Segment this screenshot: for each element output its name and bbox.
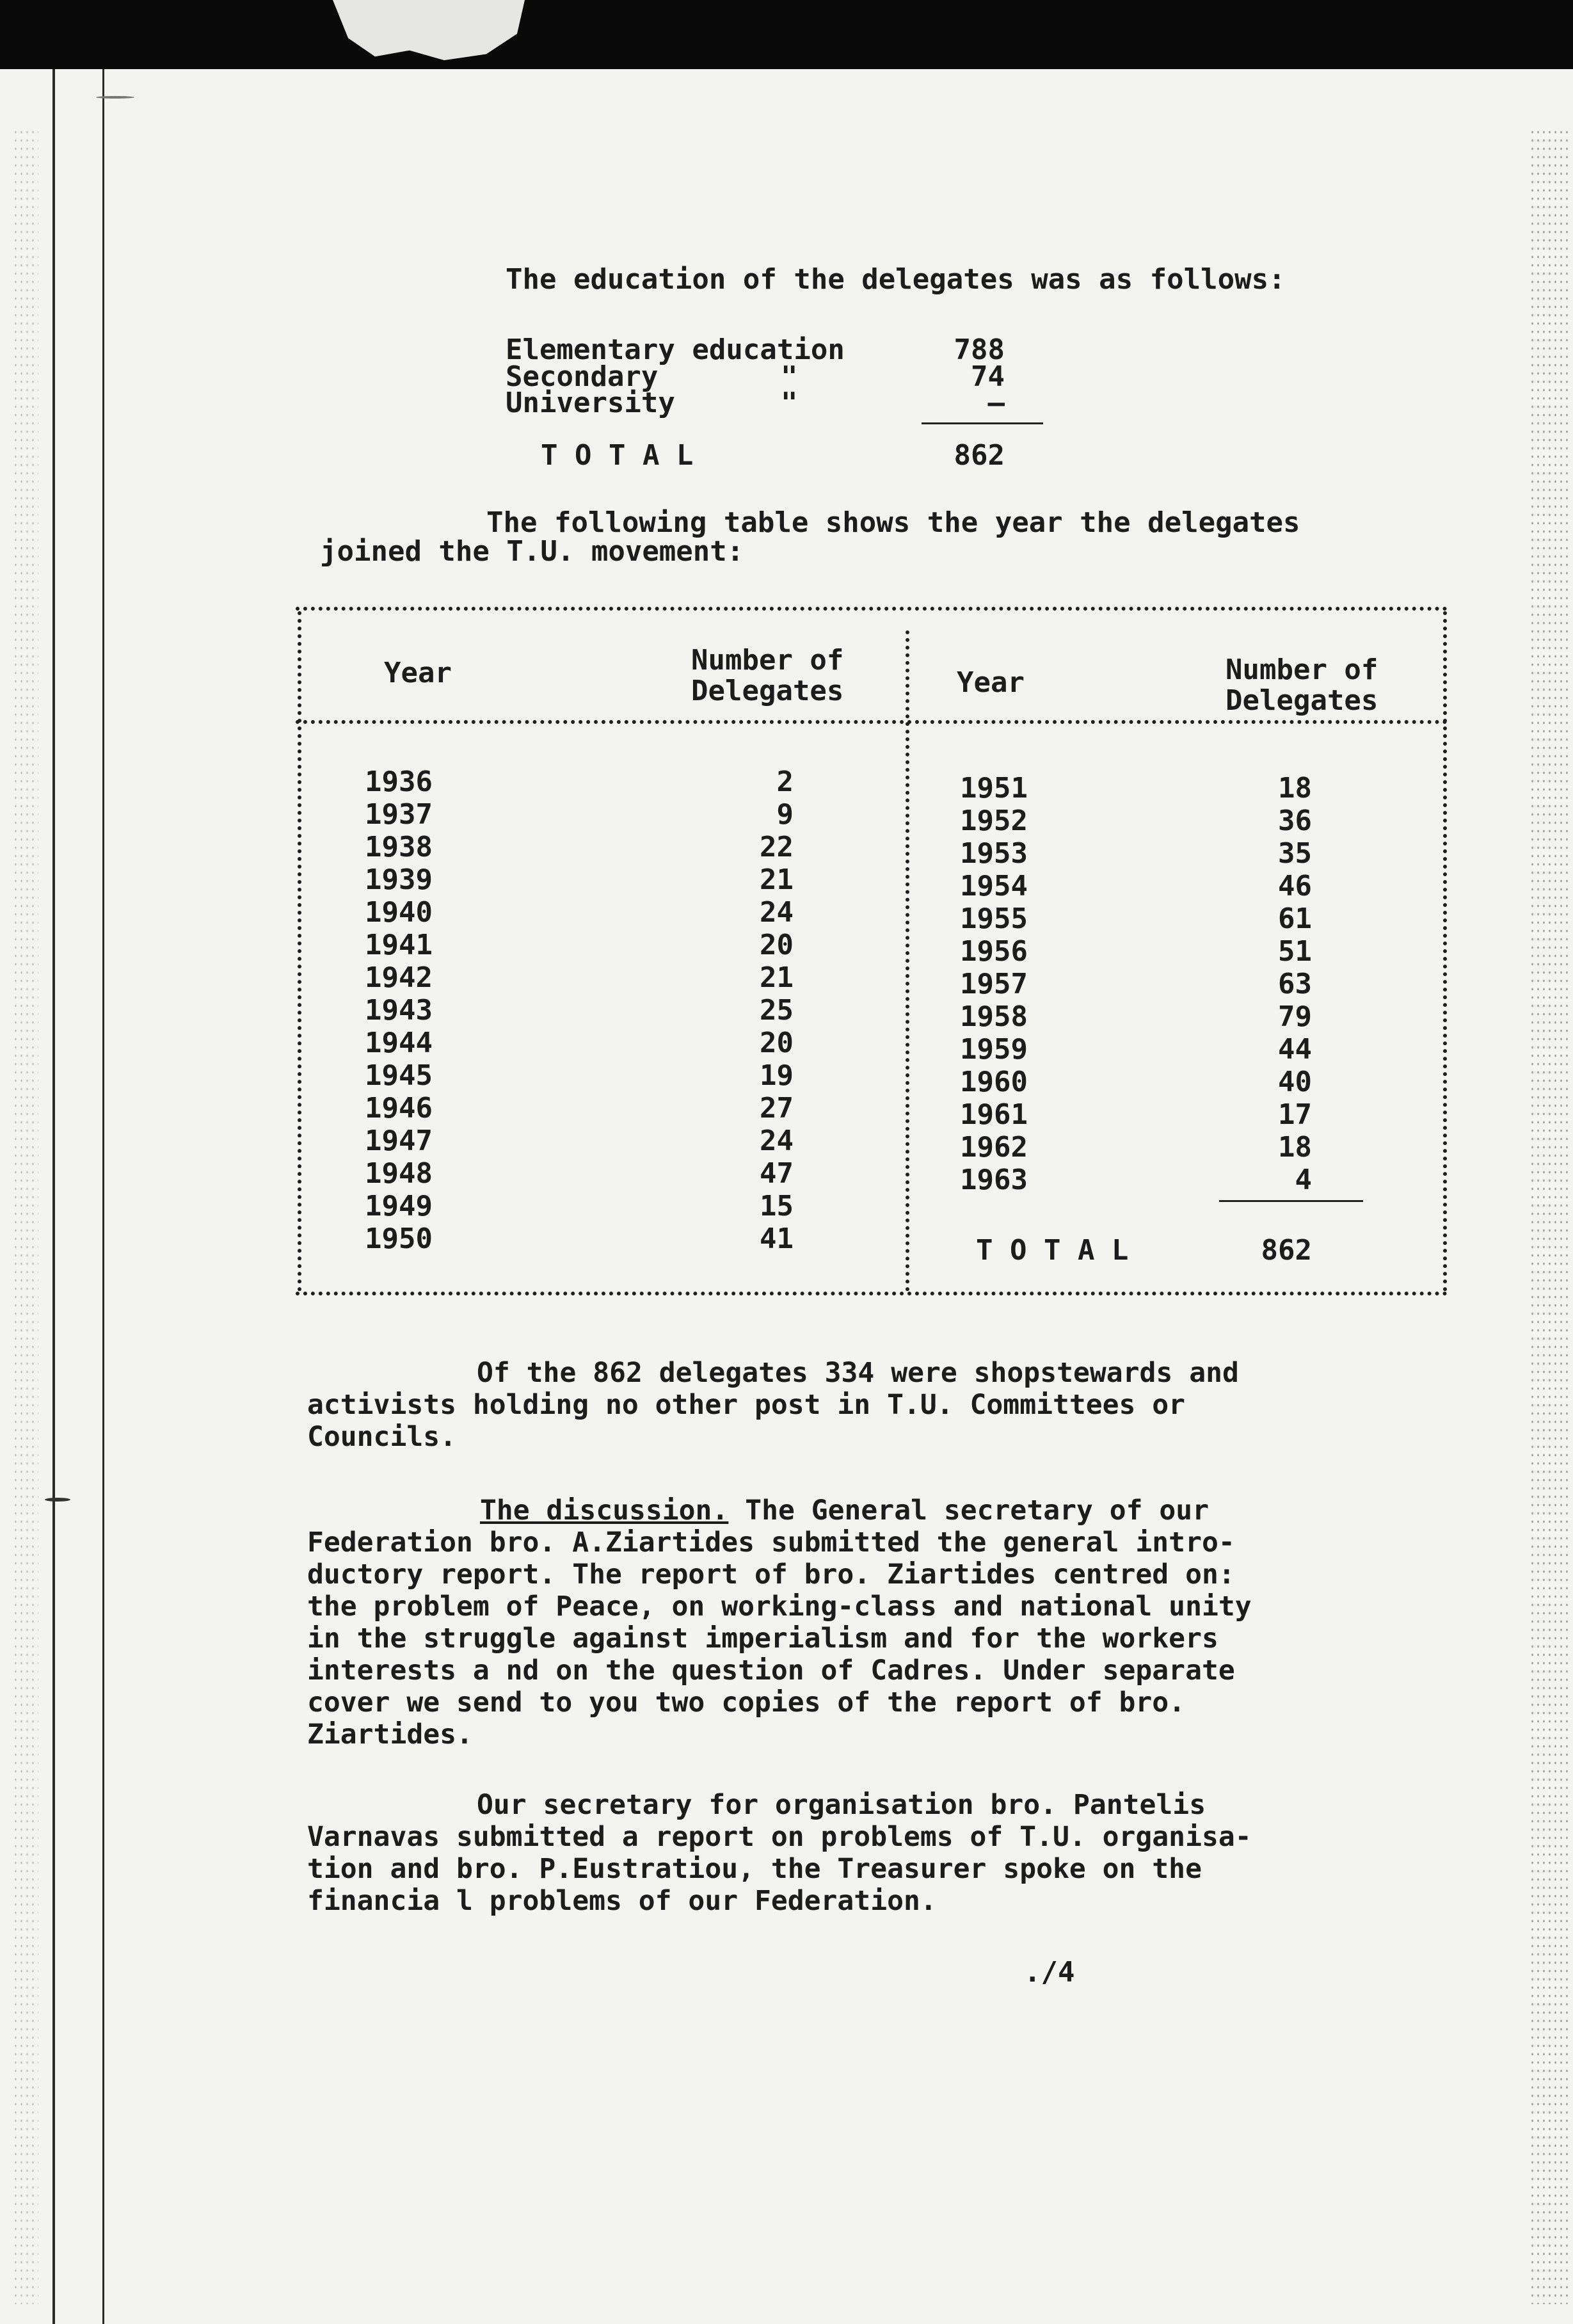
paragraph-line: Ziartides. xyxy=(307,1719,473,1751)
table-row-count: 44 xyxy=(1278,1033,1312,1066)
paragraph-line: the problem of Peace, on working-class and national unity xyxy=(307,1591,1252,1623)
table-row-year: 1957 xyxy=(960,968,1028,1000)
table-row-year: 1943 xyxy=(365,994,433,1027)
table-row-year: 1948 xyxy=(365,1157,433,1190)
header-year-right: Year xyxy=(957,666,1025,699)
table-row-count: 35 xyxy=(1278,837,1312,870)
table-row-count: 15 xyxy=(760,1190,794,1222)
table-center-divider xyxy=(906,630,909,1292)
table-row-count: 21 xyxy=(760,863,794,896)
education-ditto: " xyxy=(781,360,798,393)
table-intro-line-2: joined the T.U. movement: xyxy=(320,535,744,568)
table-right-border xyxy=(1443,611,1447,1292)
table-row-count: 4 xyxy=(1295,1164,1312,1196)
left-edge-noise xyxy=(13,128,38,2304)
paragraph-line: activists holding no other post in T.U. Committees or xyxy=(307,1389,1186,1421)
paragraph-line: ductory report. The report of bro. Ziartides centred on: xyxy=(307,1559,1235,1591)
table-row-year: 1942 xyxy=(365,961,433,994)
table-row-year: 1961 xyxy=(960,1098,1028,1131)
table-row-year: 1936 xyxy=(365,765,433,798)
table-row-count: 24 xyxy=(760,896,794,929)
paragraph-line: in the struggle against imperialism and for the workers xyxy=(307,1623,1218,1655)
table-row-year: 1956 xyxy=(960,935,1028,968)
header-year-left: Year xyxy=(384,657,452,689)
left-margin-line xyxy=(52,69,55,2324)
table-row-count: 40 xyxy=(1278,1066,1312,1098)
scan-top-border xyxy=(0,0,1573,69)
table-row-year: 1945 xyxy=(365,1059,433,1092)
table-row-count: 61 xyxy=(1278,902,1312,935)
table-row-count: 63 xyxy=(1278,968,1312,1000)
header-number-left-1: Number of xyxy=(691,644,844,677)
table-row-count: 20 xyxy=(760,929,794,961)
table-row-count: 2 xyxy=(776,765,794,798)
education-value: 74 xyxy=(971,360,1005,393)
table-row-year: 1950 xyxy=(365,1222,433,1255)
table-row-year: 1941 xyxy=(365,929,433,961)
table-row-count: 9 xyxy=(776,798,794,831)
education-ditto: " xyxy=(781,387,798,419)
table-row-count: 25 xyxy=(760,994,794,1027)
table-row-year: 1939 xyxy=(365,863,433,896)
paragraph-line: Councils. xyxy=(307,1421,456,1453)
paragraph-line: interests a nd on the question of Cadres. Under separate xyxy=(307,1655,1235,1687)
table-row-year: 1963 xyxy=(960,1164,1028,1196)
education-sum-rule xyxy=(922,422,1043,424)
education-value: 788 xyxy=(954,333,1005,366)
table-row-count: 79 xyxy=(1278,1000,1312,1033)
table-row-count: 18 xyxy=(1278,1131,1312,1164)
table-left-border xyxy=(298,611,301,1292)
table-row-year: 1960 xyxy=(960,1066,1028,1098)
table-row-count: 47 xyxy=(760,1157,794,1190)
table-row-year: 1940 xyxy=(365,896,433,929)
table-row-count: 51 xyxy=(1278,935,1312,968)
table-total-value: 862 xyxy=(1261,1234,1312,1267)
table-row-count: 19 xyxy=(760,1059,794,1092)
table-row-count: 22 xyxy=(760,831,794,863)
education-value: — xyxy=(987,387,1005,419)
right-edge-noise xyxy=(1529,128,1568,2304)
table-row-count: 17 xyxy=(1278,1098,1312,1131)
discussion-first-line-rest: The General secretary of our xyxy=(728,1495,1210,1527)
header-number-left-2: Delegates xyxy=(691,675,844,707)
table-row-year: 1951 xyxy=(960,772,1028,805)
table-intro-line-1: The following table shows the year the delegates xyxy=(486,506,1300,539)
education-label: University xyxy=(506,387,675,419)
table-row-year: 1949 xyxy=(365,1190,433,1222)
table-row-count: 18 xyxy=(1278,772,1312,805)
table-row-year: 1962 xyxy=(960,1131,1028,1164)
table-row-count: 41 xyxy=(760,1222,794,1255)
header-number-right-1: Number of xyxy=(1226,653,1378,686)
table-row-year: 1937 xyxy=(365,798,433,831)
education-total-value: 862 xyxy=(954,439,1005,472)
table-row-count: 27 xyxy=(760,1092,794,1125)
table-total-label: T O T A L xyxy=(976,1234,1129,1267)
table-row-count: 36 xyxy=(1278,805,1312,837)
table-row-year: 1955 xyxy=(960,902,1028,935)
ink-speck xyxy=(96,96,134,99)
table-row-year: 1947 xyxy=(365,1125,433,1157)
table-row-count: 24 xyxy=(760,1125,794,1157)
table-row-year: 1959 xyxy=(960,1033,1028,1066)
table-row-count: 21 xyxy=(760,961,794,994)
table-header-rule xyxy=(296,720,1448,724)
left-margin-line-inner xyxy=(102,69,104,2324)
education-intro: The education of the delegates was as follows: xyxy=(506,263,1286,296)
table-row-count: 46 xyxy=(1278,870,1312,902)
paragraph-line: Our secretary for organisation bro. Pantelis xyxy=(477,1789,1206,1821)
table-sum-rule xyxy=(1219,1200,1363,1202)
paragraph-line: financia l problems of our Federation. xyxy=(307,1885,937,1917)
ink-speck xyxy=(45,1498,70,1502)
table-top-border xyxy=(296,607,1448,611)
page-continuation-marker: ./4 xyxy=(1024,1956,1075,1989)
table-row-year: 1946 xyxy=(365,1092,433,1125)
table-row-year: 1958 xyxy=(960,1000,1028,1033)
table-row-year: 1954 xyxy=(960,870,1028,902)
header-number-right-2: Delegates xyxy=(1226,684,1378,717)
paragraph-line: Varnavas submitted a report on problems of T.U. organisa- xyxy=(307,1821,1252,1853)
paragraph-line: tion and bro. P.Eustratiou, the Treasurer spoke on the xyxy=(307,1853,1202,1885)
discussion-first-line xyxy=(480,1495,1209,1527)
table-row-year: 1953 xyxy=(960,837,1028,870)
table-row-count: 20 xyxy=(760,1027,794,1059)
education-label: Elementary education xyxy=(506,333,845,366)
table-row-year: 1952 xyxy=(960,805,1028,837)
paragraph-line: cover we send to you two copies of the report of bro. xyxy=(307,1687,1186,1719)
education-label: Secondary xyxy=(506,360,659,393)
discussion-heading: The discussion. xyxy=(480,1495,729,1527)
table-row-year: 1938 xyxy=(365,831,433,863)
table-bottom-border xyxy=(296,1292,1448,1295)
paragraph-line: Of the 862 delegates 334 were shopstewards and xyxy=(477,1357,1239,1389)
table-row-year: 1944 xyxy=(365,1027,433,1059)
paragraph-line: Federation bro. A.Ziartides submitted the general intro- xyxy=(307,1527,1235,1559)
education-total-label: T O T A L xyxy=(541,439,694,472)
